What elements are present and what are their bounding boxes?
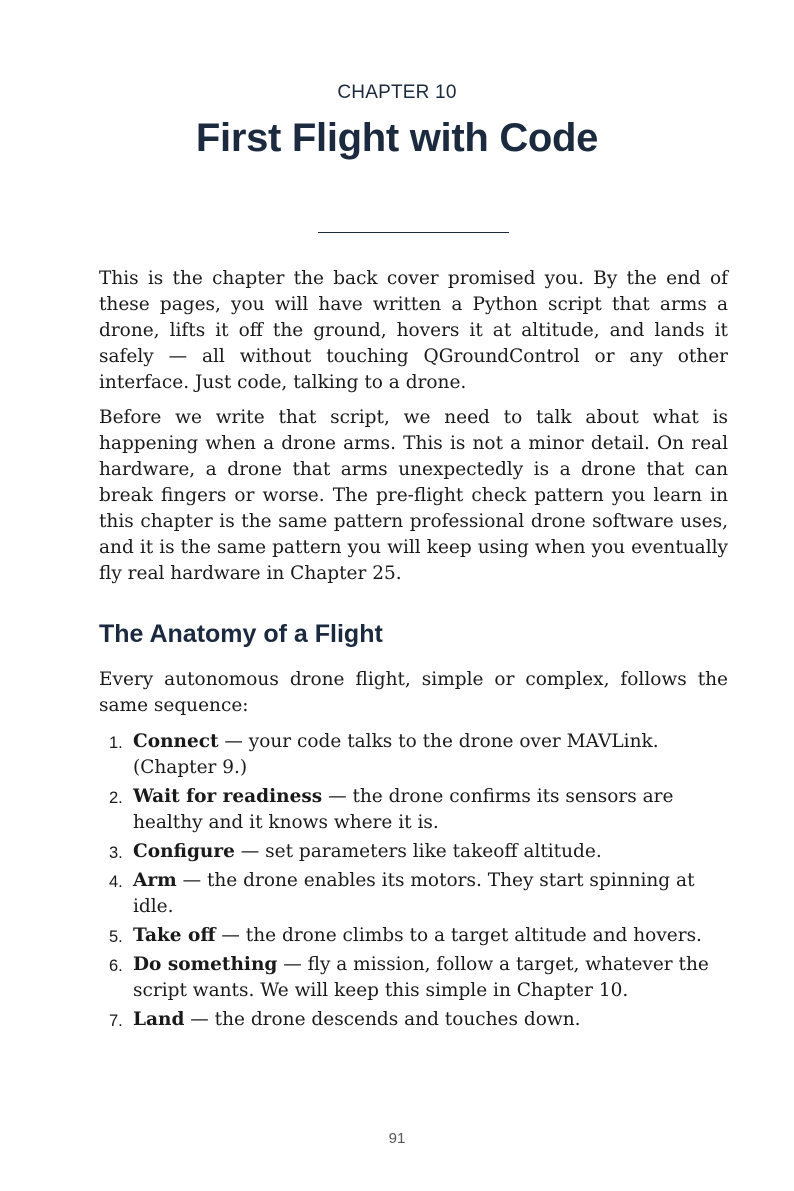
step-term: Configure xyxy=(133,841,235,862)
step-description: — fly a mission, follow a target, whatever the script wants. We will keep this simple in Chapter 10. xyxy=(133,954,709,1001)
step-term: Arm xyxy=(133,870,177,891)
step-term: Take off xyxy=(133,925,216,946)
chapter-label: CHAPTER 10 xyxy=(337,82,457,103)
section-heading: The Anatomy of a Flight xyxy=(99,620,383,648)
step-description: — the drone descends and touches down. xyxy=(184,1009,581,1030)
list-item xyxy=(99,868,739,920)
list-item xyxy=(99,1007,739,1033)
list-item xyxy=(99,729,739,781)
step-description: — the drone confirms its sensors are healthy and it knows where it is. xyxy=(133,786,674,833)
page-number: 91 xyxy=(388,1130,406,1147)
step-number: 7. xyxy=(109,1012,123,1030)
step-number: 1. xyxy=(109,734,123,752)
step-number: 6. xyxy=(109,957,123,975)
list-item xyxy=(99,839,739,865)
intro-paragraph-1: This is the chapter the back cover promised you. By the end of these pages, you will have written a Python script that arms a drone, lifts it off the ground, hovers it at altitude, and lands it safely — all without touching QGroundControl or any other interface. Just code, talking to a drone. xyxy=(99,268,728,393)
title-divider xyxy=(318,232,509,233)
step-term: Connect xyxy=(133,731,219,752)
step-term: Do something xyxy=(133,954,278,975)
list-item xyxy=(99,952,739,1004)
step-number: 4. xyxy=(109,873,123,891)
step-number: 5. xyxy=(109,928,123,946)
step-description: — the drone enables its motors. They start spinning at idle. xyxy=(133,870,695,917)
flight-steps-list xyxy=(99,729,739,1036)
step-description: — the drone climbs to a target altitude and hovers. xyxy=(215,925,702,946)
step-number: 3. xyxy=(109,844,123,862)
step-description: — set parameters like takeoff altitude. xyxy=(234,841,602,862)
step-term: Wait for readiness xyxy=(133,786,323,807)
step-description: — your code talks to the drone over MAVLink. (Chapter 9.) xyxy=(133,731,659,778)
section-paragraph: Every autonomous drone flight, simple or complex, follows the same sequence: xyxy=(99,669,728,716)
list-item xyxy=(99,784,739,836)
chapter-title: First Flight with Code xyxy=(195,116,599,160)
step-number: 2. xyxy=(109,789,123,807)
step-term: Land xyxy=(133,1009,185,1030)
intro-paragraph-2: Before we write that script, we need to talk about what is happening when a drone arms. This is not a minor detail. On real hardware, a drone that arms unexpectedly is a drone that can break fingers or worse. The pre-flight check pattern you learn in this chapter is the same pattern professional drone software uses, and it is the same pattern you will keep using when you eventually fly real hardware in Chapter 25. xyxy=(99,407,728,584)
list-item xyxy=(99,923,739,949)
